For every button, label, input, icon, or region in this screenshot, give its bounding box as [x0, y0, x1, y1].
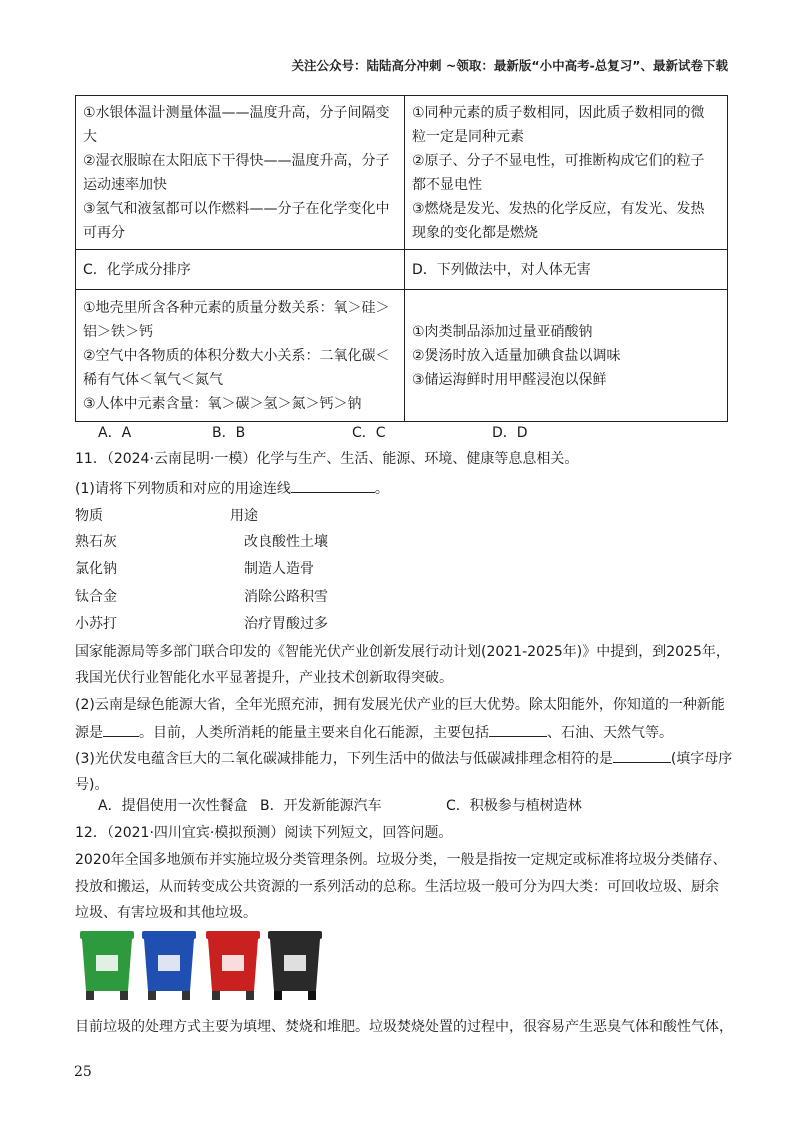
substance-item: 钛合金 [75, 589, 117, 605]
paragraph-line: 国家能源局等多部门联合印发的《智能光伏产业创新发展行动计划(2021-2025年)》中提到，到2025年， [75, 644, 730, 660]
q10-option-d: D．D [492, 425, 528, 441]
page-number: 25 [74, 1064, 92, 1080]
table-row [76, 96, 728, 250]
q11-part1: (1)请将下列物质和对应的用途连线 。 [75, 476, 389, 501]
page-header: 关注公众号：陆陆高分冲刺 ~领取：最新版“小中高考-总复习”、最新试卷下载 [291, 58, 728, 73]
bin-icon-green [80, 931, 134, 1000]
cell-c-title: C．化学成分排序 [76, 250, 405, 290]
cell-d-content: ①肉类制品添加过量亚硝酸钠 ②煲汤时放入适量加碘食盐以调味 ③储运海鲜时用甲醛浸泡以保鲜 [405, 290, 728, 422]
use-item: 改良酸性土壤 [244, 534, 328, 550]
bin-icon-red [206, 931, 260, 1000]
col-substance-heading: 物质 [75, 508, 103, 524]
question-10-table [75, 95, 728, 422]
substance-item: 熟石灰 [75, 534, 117, 550]
q11-part3-line2: 号)。 [75, 777, 109, 793]
answer-blank [291, 476, 375, 493]
use-item: 治疗胃酸过多 [244, 616, 328, 632]
paragraph-line: 2020年全国多地颁布并实施垃圾分类管理条例。垃圾分类，一般是指按一定规定或标准将垃圾分类储存、 [75, 852, 727, 868]
q11-option-b: B．开发新能源汽车 [260, 798, 382, 814]
q10-option-a: A．A [98, 425, 132, 441]
paragraph-line: 我国光伏行业智能化水平显著提升，产业技术创新取得突破。 [75, 670, 453, 686]
q11-part2-line2: 源是 。目前，人类所消耗的能量主要来自化石能源，主要包括 、石油、天然气等。 [75, 720, 673, 745]
paragraph-line: 垃圾、有害垃圾和其他垃圾。 [75, 905, 257, 921]
cell-d-title: D．下列做法中，对人体无害 [405, 250, 728, 290]
cell-c-content: ①地壳里所含各种元素的质量分数关系：氧＞硅＞ 铝＞铁＞钙 ②空气中各物质的体积分数大小关系：二氧化碳＜ 稀有气体＜氧气＜氮气 ③人体中元素含量：氧＞碳＞氢＞氮＞钙＞钠 [76, 290, 405, 422]
cell-a-content: ①水银体温计测量体温——温度升高，分子间隔变 大 ②湿衣服晾在太阳底下干得快——温度升高，分子 运动速率加快 ③氢气和液氢都可以作燃料——分子在化学变化中 可再分 [76, 96, 405, 250]
garbage-bins-image [76, 925, 326, 1005]
paragraph-line: 投放和搬运，从而转变成公共资源的一系列活动的总称。生活垃圾一般可分为四大类：可回收垃圾、厨余 [75, 879, 719, 895]
q10-option-b: B．B [212, 425, 246, 441]
answer-blank [613, 746, 671, 763]
q10-option-c: C．C [352, 425, 386, 441]
bin-icon-blue [142, 931, 196, 1000]
paragraph-line: 目前垃圾的处理方式主要为填埋、焚烧和堆肥。垃圾焚烧处置的过程中，很容易产生恶臭气体和酸性气体， [75, 1019, 733, 1035]
q11-part3-line1: (3)光伏发电蕴含巨大的二氧化碳减排能力，下列生活中的做法与低碳减排理念相符的是 (填字母序 [75, 746, 732, 771]
cell-b-content: ①同种元素的质子数相同，因此质子数相同的微 粒一定是同种元素 ②原子、分子不显电性，可推断构成它们的粒子 都不显电性 ③燃烧是发光、发热的化学反应，有发光、发热 现象的变化都是燃烧 [405, 96, 728, 250]
col-use-heading: 用途 [230, 508, 258, 524]
substance-item: 小苏打 [75, 616, 117, 632]
table-row [76, 290, 728, 422]
use-item: 制造人造骨 [244, 561, 314, 577]
substance-item: 氯化钠 [75, 561, 117, 577]
q11-option-c: C．积极参与植树造林 [446, 798, 582, 814]
q11-stem: 11．（2024·云南昆明·一模）化学与生产、生活、能源、环境、健康等息息相关。 [75, 451, 579, 467]
q11-part2-line1: (2)云南是绿色能源大省，全年光照充沛，拥有发展光伏产业的巨大优势。除太阳能外，你知道的一种新能 [75, 697, 725, 713]
answer-blank [103, 720, 139, 737]
q11-option-a: A．提倡使用一次性餐盒 [98, 798, 248, 814]
use-item: 消除公路积雪 [244, 589, 328, 605]
answer-blank [489, 720, 547, 737]
q12-stem: 12．（2021·四川宜宾·模拟预测）阅读下列短文，回答问题。 [75, 825, 453, 841]
table-row [76, 250, 728, 290]
bin-icon-black [268, 931, 322, 1000]
